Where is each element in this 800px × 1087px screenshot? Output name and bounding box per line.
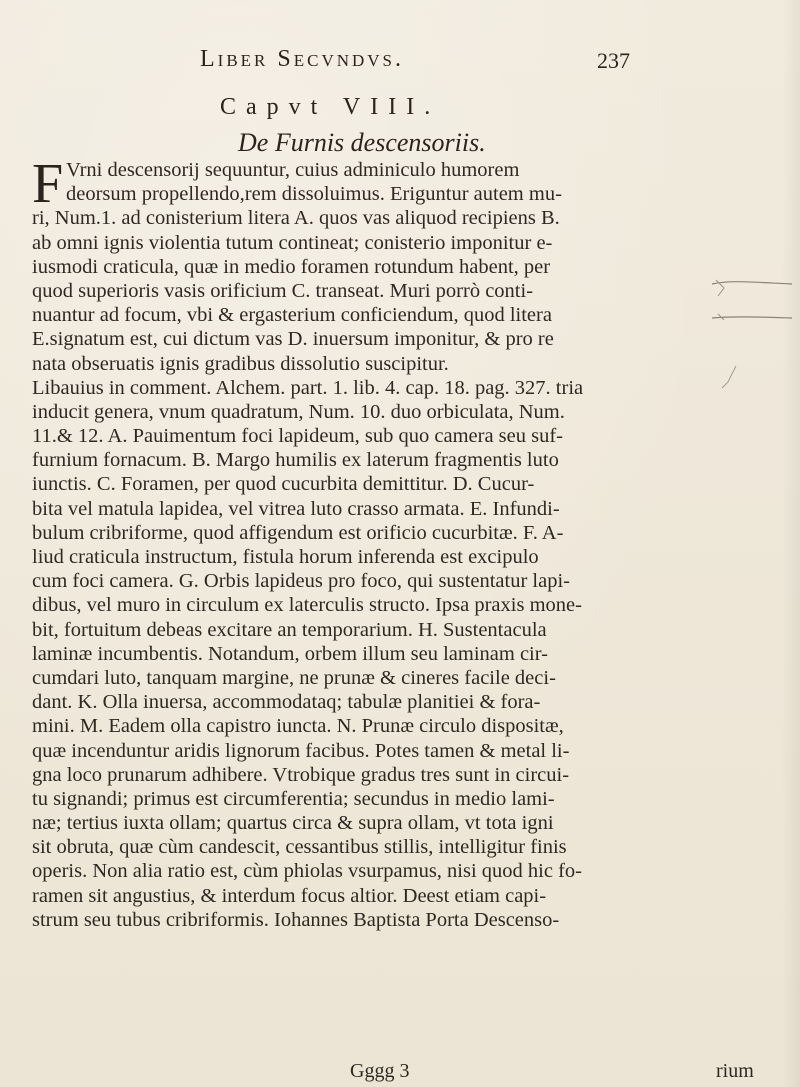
page-number: 237: [597, 48, 630, 73]
text-line: Vrni descensorij sequuntur, cuius adminiculo humorem: [66, 159, 520, 181]
text-line: cum foci camera. G. Orbis lapideus pro foco, qui sustentatur lapi-: [32, 570, 570, 593]
opening-paragraph: [32, 153, 772, 215]
text-line: bit, fortuitum debeas excitare an temporarium. H. Sustentacula: [32, 618, 547, 641]
text-line: bita vel matula lapidea, vel vitrea luto crasso armata. E. Infundi-: [32, 497, 560, 520]
text-line: gna loco prunarum adhibere. Vtrobique gradus tres sunt in circui-: [32, 763, 570, 786]
text-line: tu signandi; primus est circumferentia; secundus in medio lami-: [32, 787, 555, 810]
text-line: operis. Non alia ratio est, cùm phiolas vsurpamus, nisi quod hic fo-: [32, 860, 582, 883]
chapter-heading: Capvt VIII.: [220, 94, 441, 120]
text-line: nuantur ad focum, vbi & ergasterium conficiendum, quod litera: [32, 304, 552, 327]
page-header: [200, 46, 630, 86]
text-line: quod superioris vasis orificium C. transeat. Muri porrò conti-: [32, 279, 534, 302]
text-line: Libauius in comment. Alchem. part. 1. lib. 4. cap. 18. pag. 327. tria: [32, 376, 584, 399]
text-line: ramen sit angustius, & interdum focus altior. Deest etiam capi-: [32, 884, 547, 907]
body-text: [32, 153, 772, 932]
text-line: mini. M. Eadem olla capistro iuncta. N. Prunæ circulo dispositæ,: [32, 715, 564, 738]
text-line: deorsum propellendo,rem dissoluimus. Eriguntur autem mu-: [66, 183, 562, 206]
text-line: iunctis. C. Foramen, per quod cucurbita demittitur. D. Cucur-: [32, 473, 535, 496]
text-line: 11.& 12. A. Pauimentum foci lapideum, sub quo camera seu suf-: [32, 425, 563, 448]
text-line: cumdari luto, tanquam margine, ne prunæ & cineres facile deci-: [32, 666, 556, 689]
signature-mark: Gggg 3: [350, 1060, 410, 1082]
page-footer: [0, 1060, 800, 1084]
text-line: nata obseruatis ignis gradibus dissolutio suscipitur.: [32, 352, 449, 375]
text-line: E.signatum est, cui dictum vas D. inuersum imponitur, & pro re: [32, 328, 554, 351]
text-line: dibus, vel muro in circulum ex laterculis structo. Ipsa praxis mone-: [32, 594, 582, 617]
catchword: rium: [716, 1060, 754, 1082]
running-title: Liber Secvndvs.: [200, 46, 405, 72]
text-line: næ; tertius iuxta ollam; quartus circa & supra ollam, vt tota igni: [32, 812, 554, 835]
chapter-subtitle: De Furnis descensoriis.: [238, 128, 486, 157]
text-line: laminæ incumbentis. Notandum, orbem illum seu laminam cir-: [32, 642, 548, 665]
drop-initial: F: [32, 153, 64, 215]
text-line: furnium fornacum. B. Margo humilis ex laterum fragmentis luto: [32, 449, 559, 472]
text-line: bulum cribriforme, quod affigendum est orificio cucurbitæ. F. A-: [32, 521, 564, 544]
text-line: sit obruta, quæ cùm candescit, cessantibus stillis, intelligitur finis: [32, 836, 567, 859]
text-line: ab omni ignis violentia tutum contineat; conisterio imponitur e-: [32, 231, 553, 254]
text-line: dant. K. Olla inuersa, accommodataq; tabulæ planitiei & fora-: [32, 691, 541, 714]
text-line: ri, Num.1. ad conisterium litera A. quos vas aliquod recipiens B.: [32, 207, 560, 230]
text-line: quæ incenduntur aridis lignorum facibus. Potes tamen & metal li-: [32, 739, 570, 762]
text-line: iusmodi craticula, quæ in medio foramen rotundum habent, per: [32, 255, 551, 278]
page-edge: [782, 0, 800, 1087]
text-line: strum seu tubus cribriformis. Iohannes Baptista Porta Descenso-: [32, 908, 560, 931]
text-line: inducit genera, vnum quadratum, Num. 10. duo orbiculata, Num.: [32, 400, 565, 423]
text-line: liud craticula instructum, fistula horum inferenda est excipulo: [32, 546, 539, 568]
